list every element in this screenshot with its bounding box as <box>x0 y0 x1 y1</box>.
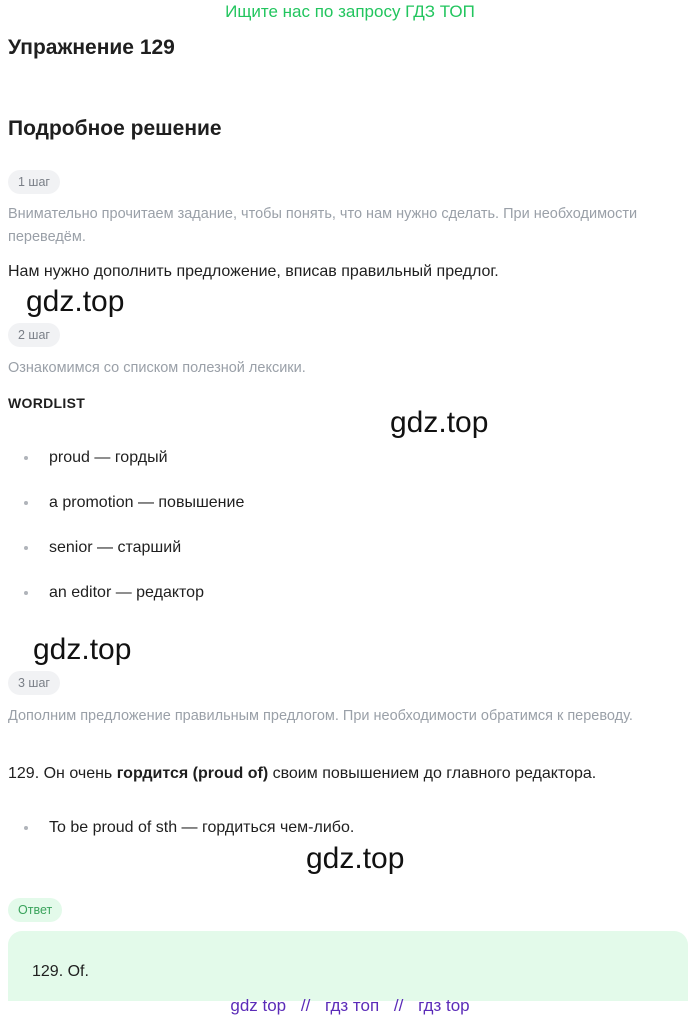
step-2-note: Ознакомимся со списком полезной лексики. <box>8 360 306 376</box>
footer-part: гдз top <box>418 996 470 1015</box>
rule-item-text: To be proud of sth — гордиться чем-либо. <box>49 819 355 836</box>
watermark: gdz.top <box>306 842 405 875</box>
watermark: gdz.top <box>33 633 132 666</box>
wordlist-item-text: senior — старший <box>49 539 182 556</box>
footer-separator: // <box>393 996 404 1015</box>
bullet-dot-icon <box>24 456 28 460</box>
answer-text: 129. Of. <box>32 963 89 980</box>
step-1-note: Внимательно прочитаем задание, чтобы понять, что нам нужно сделать. При необходимости переведём. <box>8 206 638 245</box>
wordlist-item-text: a promotion — повышение <box>49 494 245 511</box>
step-3-sentence <box>8 763 688 785</box>
sentence-prefix: 129. Он очень <box>8 765 117 782</box>
footer-separator: // <box>300 996 311 1015</box>
sentence-bold-answer: гордится (proud of) <box>116 765 269 782</box>
footer <box>0 996 700 1016</box>
wordlist-title: WORDLIST <box>8 395 86 411</box>
bullet-dot-icon <box>24 501 28 505</box>
answer-box <box>8 931 688 1001</box>
sentence-suffix: своим повышением до главного редактора. <box>268 765 597 782</box>
wordlist-item-text: proud — гордый <box>49 449 168 466</box>
bullet-dot-icon <box>24 591 28 595</box>
solution-title: Подробное решение <box>8 117 222 140</box>
step-3-note: Дополним предложение правильным предлогом. При необходимости обратимся к переводу. <box>8 708 633 724</box>
bullet-dot-icon <box>24 546 28 550</box>
watermark: gdz.top <box>390 406 489 439</box>
answer-badge: Ответ <box>8 898 62 922</box>
step-3-badge: 3 шаг <box>8 671 60 695</box>
exercise-title: Упражнение 129 <box>8 36 175 59</box>
step-2-badge: 2 шаг <box>8 323 60 347</box>
step-1-text: Нам нужно дополнить предложение, вписав правильный предлог. <box>8 263 499 280</box>
top-banner: Ищите нас по запросу ГДЗ ТОП <box>225 2 475 21</box>
step-1-badge: 1 шаг <box>8 170 60 194</box>
bullet-dot-icon <box>24 826 28 830</box>
wordlist-item-text: an editor — редактор <box>49 584 204 601</box>
footer-part: gdz top <box>230 996 287 1015</box>
footer-part: гдз топ <box>325 996 380 1015</box>
watermark: gdz.top <box>26 285 125 318</box>
